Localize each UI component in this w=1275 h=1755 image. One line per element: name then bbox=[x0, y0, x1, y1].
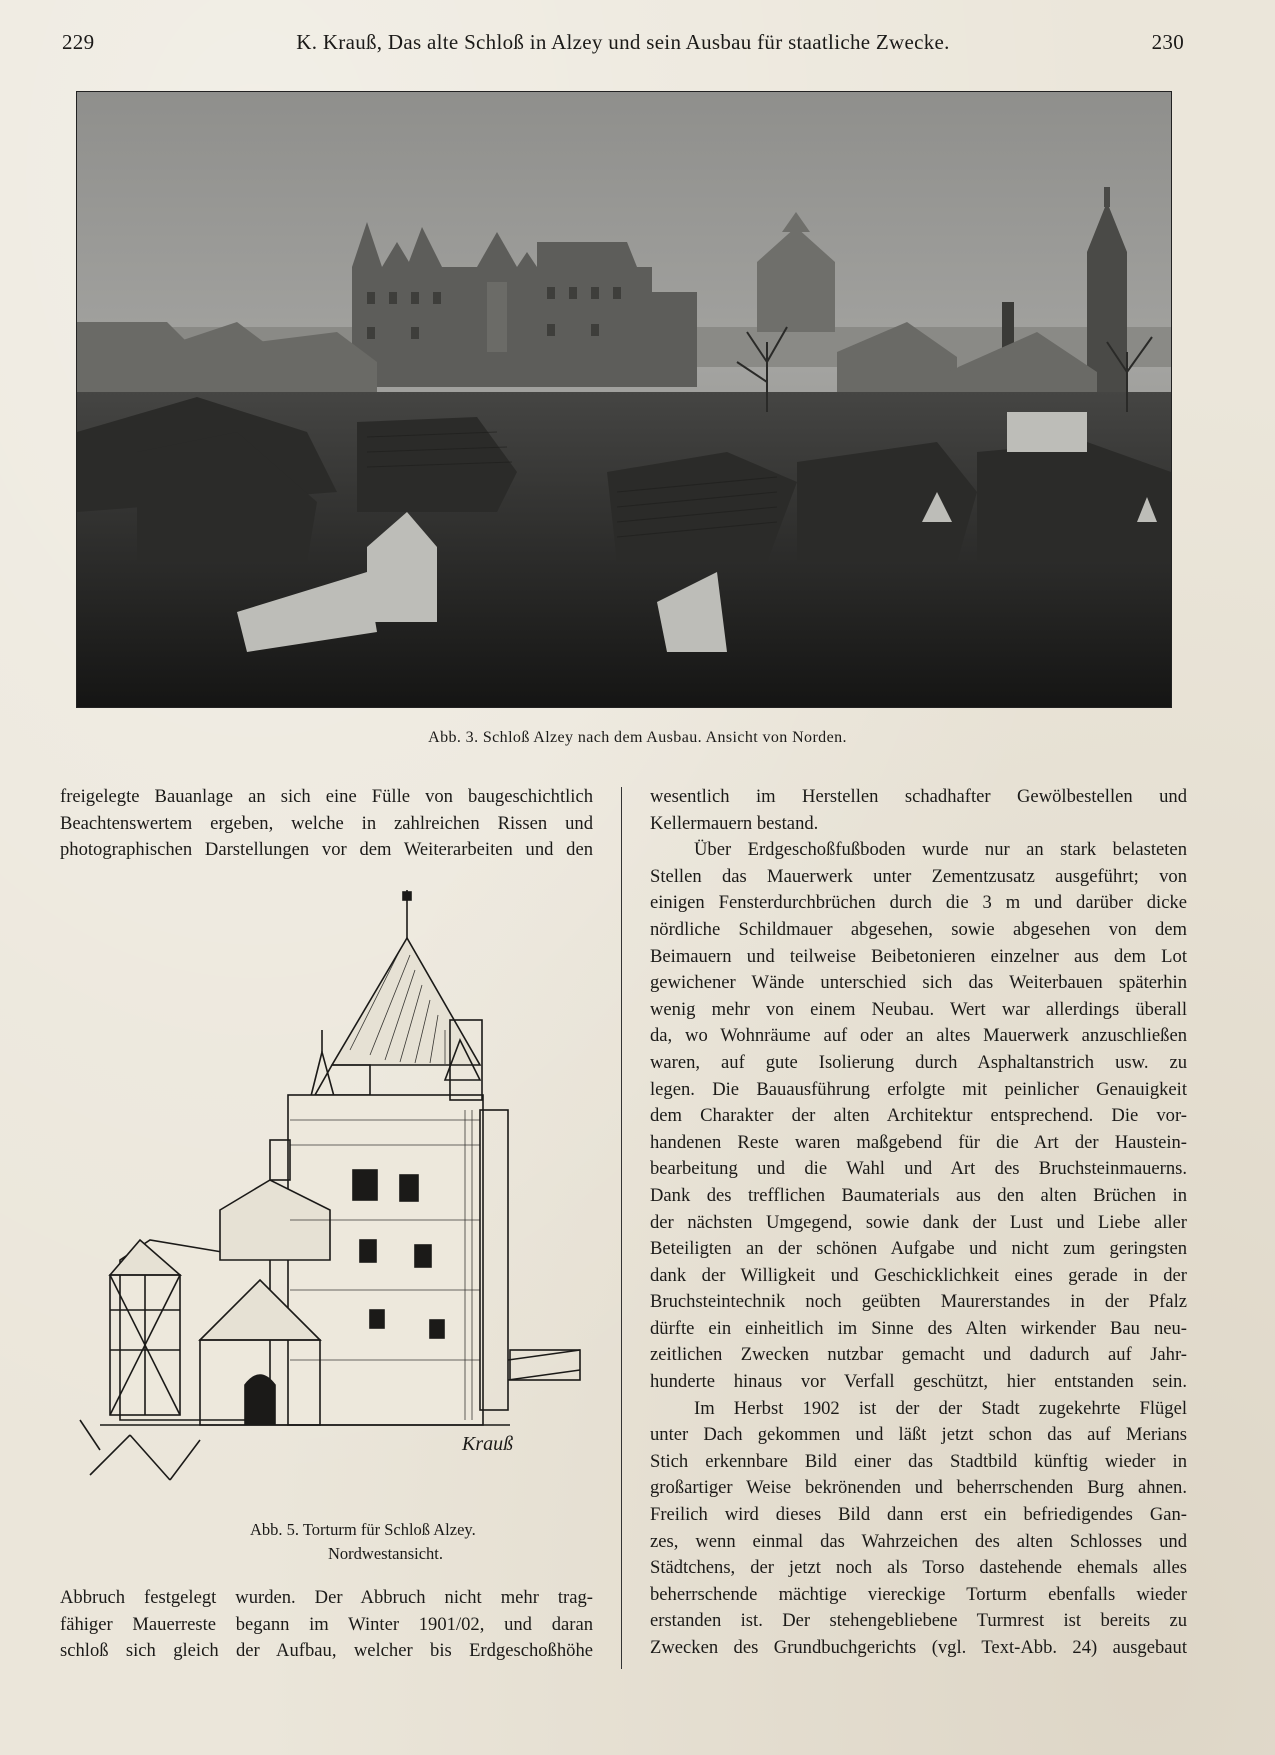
text-line: Stellen das Mauerwerk unter Zementzusatz ausgeführt; von bbox=[650, 865, 1187, 887]
text-line: Kellermauern bestand. bbox=[650, 812, 819, 834]
text-line: beherrschende mächtige viereckige Torturm ebenfalls wieder bbox=[650, 1583, 1187, 1605]
text-line: wesentlich im Herstellen schadhafter Gewölbestellen und bbox=[650, 786, 1187, 807]
text-line: erstanden ist. Der stehengebliebene Turmrest ist bereits zu bbox=[650, 1610, 1187, 1632]
text-line: handenen Reste waren maßgebend für die Art der Haustein- bbox=[650, 1131, 1187, 1153]
text-line: photographischen Darstellungen vor dem Weiterarbeiten und den bbox=[60, 839, 593, 861]
text-line: fähiger Mauerreste begann im Winter 1901/02, und daran bbox=[60, 1613, 593, 1635]
text-line: dem Charakter der alten Architektur entsprechend. Die vor- bbox=[650, 1105, 1187, 1127]
page-number-right: 230 bbox=[1151, 30, 1184, 54]
text-line: da, wo Wohnräume auf oder an altes Mauerwerk anzuschließen bbox=[650, 1025, 1187, 1047]
right-column-text bbox=[650, 784, 1187, 1662]
left-column-top-text bbox=[60, 784, 593, 864]
running-head bbox=[62, 30, 1184, 60]
text-line: wenig mehr von einem Neubau. Wert war allerdings überall bbox=[650, 998, 1187, 1020]
text-line: schloß sich gleich der Aufbau, welcher bis Erdgeschoßhöhe bbox=[60, 1640, 593, 1662]
text-line: unter Dach gekommen und läßt jetzt schon das auf Merians bbox=[650, 1424, 1187, 1446]
figure-5-caption-line1: Abb. 5. Torturm für Schloß Alzey. bbox=[250, 1520, 476, 1539]
text-line: bearbeitung und die Wahl und Art des Bruchsteinmauerns. bbox=[650, 1158, 1187, 1180]
text-line: der nächsten Umgegend, sowie dank der Lust und Liebe aller bbox=[650, 1211, 1187, 1233]
text-line: waren, auf gute Isolierung durch Asphaltanstrich usw. zu bbox=[650, 1051, 1187, 1073]
text-line: großartiger Weise bekrönenden und beherrschenden Burg ahnen. bbox=[650, 1477, 1187, 1499]
text-line: gewichener Wände unterschied sich das Weiterbauen späterhin bbox=[650, 972, 1187, 994]
figure-3-photograph bbox=[76, 91, 1172, 708]
figure-5-tower-drawing bbox=[70, 880, 590, 1500]
text-line: dank der Willigkeit und Geschicklichkeit eines gerade in der bbox=[650, 1264, 1187, 1286]
text-line: Freilich wird dieses Bild dann erst ein befriedigendes Gan- bbox=[650, 1504, 1187, 1526]
artist-signature: Krauß bbox=[462, 1433, 514, 1455]
text-line: Im Herbst 1902 ist der der Stadt zugekehrte Flügel bbox=[694, 1397, 1187, 1419]
left-column-bottom-text bbox=[60, 1585, 593, 1665]
text-line: Beachtenswertem ergeben, welche in zahlreichen Rissen und bbox=[60, 812, 593, 834]
article-title: K. Krauß, Das alte Schloß in Alzey und sein Ausbau für staatliche Zwecke. bbox=[296, 30, 950, 54]
text-line: Stich erkennbare Bild einer das Stadtbild künftig wieder in bbox=[650, 1450, 1187, 1472]
text-line: Bruchsteintechnik noch geübten Maurerstandes in der Pfalz bbox=[650, 1291, 1187, 1313]
text-line: Beimauern und teilweise Beibetonieren einzelner aus dem Lot bbox=[650, 945, 1187, 967]
figure-5-caption-line2: Nordwestansicht. bbox=[328, 1544, 444, 1563]
page-number-left: 229 bbox=[62, 30, 95, 54]
text-line: Dank des trefflichen Baumaterials aus den alten Brüchen in bbox=[650, 1184, 1187, 1206]
text-line: Über Erdgeschoßfußboden wurde nur an stark belasteten bbox=[694, 839, 1187, 861]
text-line: nördliche Schildmauer abgesehen, sowie abgesehen von dem bbox=[650, 918, 1187, 940]
column-divider bbox=[621, 787, 622, 1669]
text-line: Abbruch festgelegt wurden. Der Abbruch nicht mehr trag- bbox=[60, 1587, 593, 1608]
text-line: zes, wenn einmal das Wahrzeichen des alten Schlosses und bbox=[650, 1530, 1187, 1552]
text-line: freigelegte Bauanlage an sich eine Fülle von baugeschichtlich bbox=[60, 786, 593, 807]
text-line: zeitlichen Zwecken nutzbar gemacht und dadurch auf Jahr- bbox=[650, 1344, 1187, 1366]
text-line: dürfte ein einheitlich im Sinne des Alten wirkender Bau neu- bbox=[650, 1317, 1187, 1339]
text-line: Städtchens, der jetzt noch als Torso dastehende ehemals alles bbox=[650, 1557, 1187, 1579]
figure-5-caption bbox=[240, 1518, 580, 1566]
text-line: einigen Fensterdurchbrüchen durch die 3 m und darüber dicke bbox=[650, 892, 1187, 914]
text-line: hunderte hinaus vor Verfall geschützt, hier entstanden sein. bbox=[650, 1371, 1187, 1393]
figure-3-caption: Abb. 3. Schloß Alzey nach dem Ausbau. Ansicht von Norden. bbox=[428, 729, 847, 746]
text-line: Beteiligten an der schönen Aufgabe und nicht zum geringsten bbox=[650, 1238, 1187, 1260]
text-line: Zwecken des Grundbuchgerichts (vgl. Text-Abb. 24) ausgebaut bbox=[650, 1637, 1187, 1658]
text-line: legen. Die Bauausführung erfolgte mit peinlicher Genauigkeit bbox=[650, 1078, 1187, 1100]
